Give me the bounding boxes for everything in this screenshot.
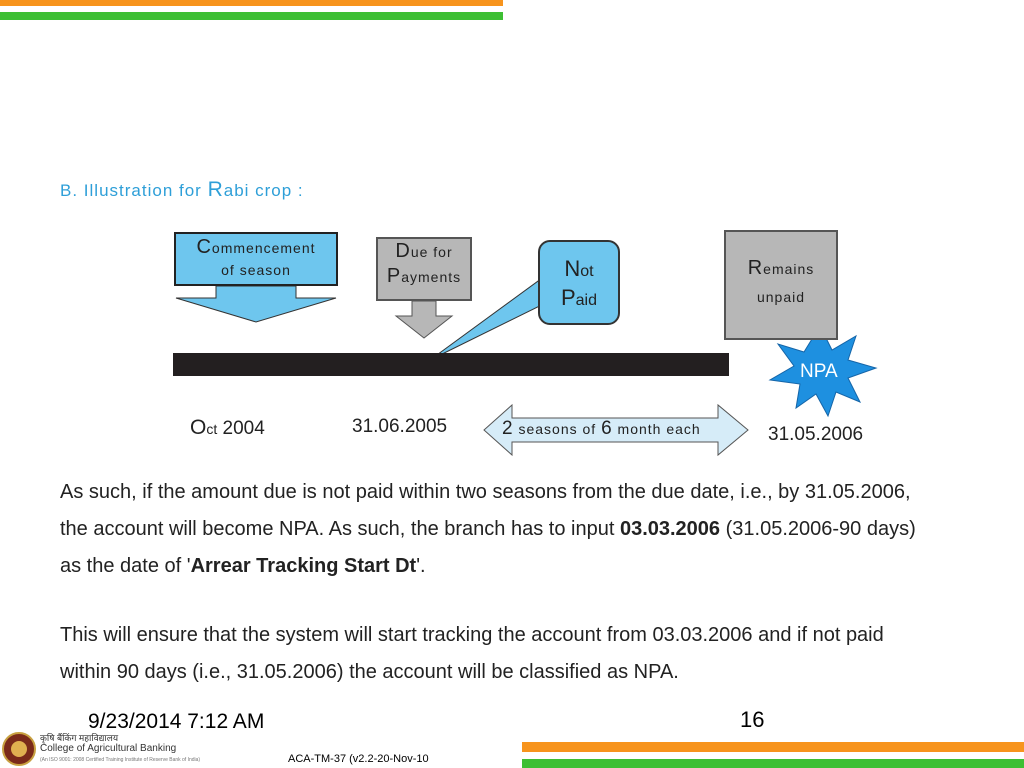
bottom-orange-stripe	[522, 742, 1024, 752]
npa-date-label: 31.05.2006	[768, 424, 864, 445]
due-date-label: 31.06.2005	[352, 416, 448, 437]
version-label: ACA-TM-37 (v2.2-20-Nov-10	[288, 753, 429, 765]
timeline-bar	[173, 353, 729, 376]
remains-unpaid-box: Remains unpaid	[724, 230, 838, 340]
section-heading: B. Illustration for Rabi crop :	[60, 178, 304, 201]
paragraph-tracking: This will ensure that the system will start tracking the account from 03.03.2006 and if not paid within 90 days (i.e., 31.05.2006) the account will be classified as NPA.	[60, 624, 884, 683]
not-paid-callout: Not Paid	[538, 240, 620, 325]
paragraph-npa-explanation: As such, if the amount due is not paid within two seasons from the due date, i.e., by 31.05.2006, the account will become NPA. As such, the branch has to input 03.03.2006 (31.05.2006-90 days) as the date of 'Arrear Tracking Start Dt'.	[60, 481, 916, 577]
logo-subtitle: (An ISO 9001: 2008 Certified Training Institute of Reserve Bank of India)	[40, 757, 201, 763]
commencement-arrow	[176, 286, 336, 322]
bottom-green-stripe	[522, 759, 1024, 768]
seasons-label: 2 seasons of 6 month each	[502, 418, 701, 439]
due-arrow	[396, 301, 452, 338]
logo-college-name: College of Agricultural Banking	[40, 743, 177, 754]
commencement-box: Commencement of season	[174, 232, 338, 286]
logo-hindi-text: कृषि बैंकिंग महाविद्यालय	[40, 733, 119, 743]
due-for-payments-box: Due for Payments	[376, 237, 472, 301]
oct-2004-label: Oct 2004	[190, 416, 265, 439]
footer-datetime: 9/23/2014 7:12 AM	[88, 710, 265, 733]
college-logo-icon	[2, 732, 36, 766]
npa-label: NPA	[800, 361, 838, 382]
slide-number: 16	[740, 707, 765, 732]
